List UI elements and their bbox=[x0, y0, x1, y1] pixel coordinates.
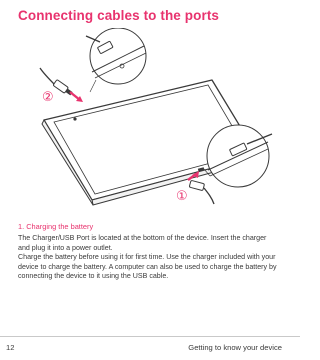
insert-arrow-2 bbox=[70, 92, 83, 102]
callout-1: ① bbox=[176, 189, 188, 204]
camera-icon bbox=[73, 117, 76, 120]
page-title: Connecting cables to the ports bbox=[18, 8, 220, 23]
charging-paragraph-1: The Charger/USB Port is located at the bottom of the device. Insert the charger and plug it into a power outlet. bbox=[18, 234, 267, 252]
top-port-zoom bbox=[86, 28, 146, 92]
footer-divider bbox=[0, 336, 300, 337]
callout-2: ② bbox=[42, 90, 54, 105]
charging-body bbox=[18, 234, 280, 282]
page-number: 12 bbox=[6, 343, 15, 352]
page-section-label: Getting to know your device bbox=[188, 343, 282, 352]
cable-plug-1 bbox=[189, 180, 214, 204]
charging-heading: 1. Charging the battery bbox=[18, 222, 94, 231]
tablet-ports-illustration bbox=[0, 28, 300, 218]
charging-paragraph-2: Charge the battery before using it for first time. Use the charger included with your device to charge the battery. A computer can also be used to charge the battery by connecting the device to it using the USB cable. bbox=[18, 253, 277, 281]
